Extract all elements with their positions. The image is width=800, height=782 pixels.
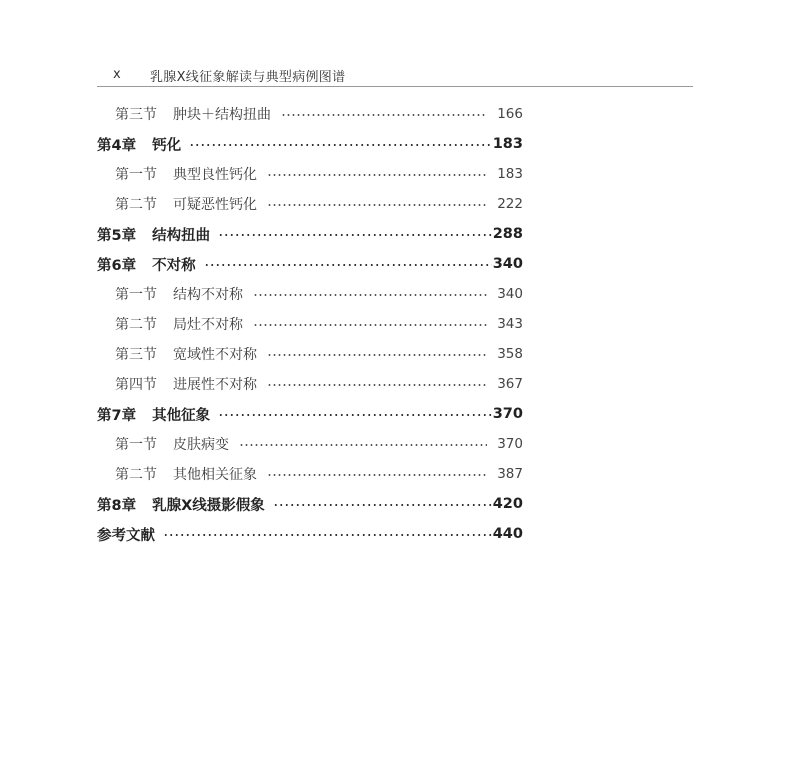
- toc-section-entry[interactable]: [115, 100, 523, 128]
- toc-section-entry[interactable]: [115, 430, 523, 458]
- toc-entry-page-number: 183: [492, 136, 523, 152]
- toc-entry-page-number: 340: [492, 256, 523, 272]
- dot-leader: [267, 174, 487, 176]
- header-page-number: x: [113, 67, 121, 82]
- toc-entry-page-number: 343: [497, 316, 523, 332]
- toc-entry-number: 第四节: [115, 377, 157, 393]
- toc-entry-title: 可疑恶性钙化: [173, 197, 257, 213]
- toc-entry-number: 第8章: [97, 497, 137, 514]
- toc-entry-page-number: 166: [497, 106, 523, 122]
- toc-entry-number: 第二节: [115, 317, 157, 333]
- toc-entry-page-number: 358: [497, 346, 523, 362]
- toc-entry-number: 第三节: [115, 347, 157, 363]
- toc-entry-page-number: 420: [492, 496, 523, 512]
- toc-section-entry[interactable]: [115, 460, 523, 488]
- toc-entry-number: 第一节: [115, 287, 157, 303]
- toc-entry-number: 第7章: [97, 407, 137, 424]
- dot-leader: [281, 114, 487, 116]
- dot-leader: [267, 474, 487, 476]
- toc-entry-title: 钙化: [152, 137, 182, 154]
- toc-entry-number: 第二节: [115, 197, 157, 213]
- toc-entry-number: 第一节: [115, 437, 157, 453]
- dot-leader: [218, 234, 492, 236]
- dot-leader: [267, 204, 487, 206]
- toc-entry-number: 第一节: [115, 167, 157, 183]
- toc-entry-title: 其他相关征象: [173, 467, 257, 483]
- toc-section-entry[interactable]: [115, 340, 523, 368]
- toc-entry-title: 乳腺X线摄影假象: [152, 497, 265, 514]
- toc-chapter-entry[interactable]: [97, 220, 523, 248]
- toc-entry-title: 局灶不对称: [173, 317, 243, 333]
- dot-leader: [273, 504, 492, 506]
- dot-leader: [253, 294, 487, 296]
- running-header: [97, 64, 693, 87]
- toc-entry-number: 第4章: [97, 137, 137, 154]
- toc-section-entry[interactable]: [115, 310, 523, 338]
- toc-entry-title: 皮肤病变: [173, 437, 229, 453]
- toc-chapter-entry[interactable]: [97, 130, 523, 158]
- dot-leader: [189, 144, 492, 146]
- toc-entry-page-number: 440: [492, 526, 523, 542]
- toc-entry-title: 结构扭曲: [152, 227, 211, 244]
- toc-entry-title: 结构不对称: [173, 287, 243, 303]
- toc-section-entry[interactable]: [115, 190, 523, 218]
- dot-leader: [267, 384, 487, 386]
- toc-section-entry[interactable]: [115, 370, 523, 398]
- toc-entry-page-number: 387: [497, 466, 523, 482]
- toc-section-entry[interactable]: [115, 280, 523, 308]
- toc-entry-page-number: 288: [492, 226, 523, 242]
- toc-chapter-entry[interactable]: [97, 250, 523, 278]
- toc-entry-title: 典型良性钙化: [173, 167, 257, 183]
- header-book-title: 乳腺X线征象解读与典型病例图谱: [150, 70, 346, 85]
- dot-leader: [204, 264, 492, 266]
- toc-entry-title: 其他征象: [152, 407, 211, 424]
- toc-entry-page-number: 370: [497, 436, 523, 452]
- toc-chapter-entry[interactable]: [97, 400, 523, 428]
- toc-entry-page-number: 222: [497, 196, 523, 212]
- dot-leader: [239, 444, 487, 446]
- toc-entry-page-number: 367: [497, 376, 523, 392]
- toc-entry-page-number: 370: [492, 406, 523, 422]
- toc-entry-title: 宽域性不对称: [173, 347, 257, 363]
- toc-entry-page-number: 183: [497, 166, 523, 182]
- toc-entry-title: 参考文献: [97, 527, 155, 544]
- toc-entry-number: 第二节: [115, 467, 157, 483]
- toc-entry-title: 肿块＋结构扭曲: [173, 107, 271, 123]
- toc-chapter-entry[interactable]: [97, 490, 523, 518]
- toc-entry-title: 不对称: [152, 257, 196, 274]
- toc-entry-number: 第5章: [97, 227, 137, 244]
- dot-leader: [163, 534, 492, 536]
- toc-entry-page-number: 340: [497, 286, 523, 302]
- toc-section-entry[interactable]: [115, 160, 523, 188]
- toc-entry-number: 第6章: [97, 257, 137, 274]
- dot-leader: [253, 324, 487, 326]
- toc-chapter-entry[interactable]: [97, 520, 523, 548]
- dot-leader: [267, 354, 487, 356]
- toc-entry-number: 第三节: [115, 107, 157, 123]
- toc-entry-title: 进展性不对称: [173, 377, 257, 393]
- dot-leader: [218, 414, 492, 416]
